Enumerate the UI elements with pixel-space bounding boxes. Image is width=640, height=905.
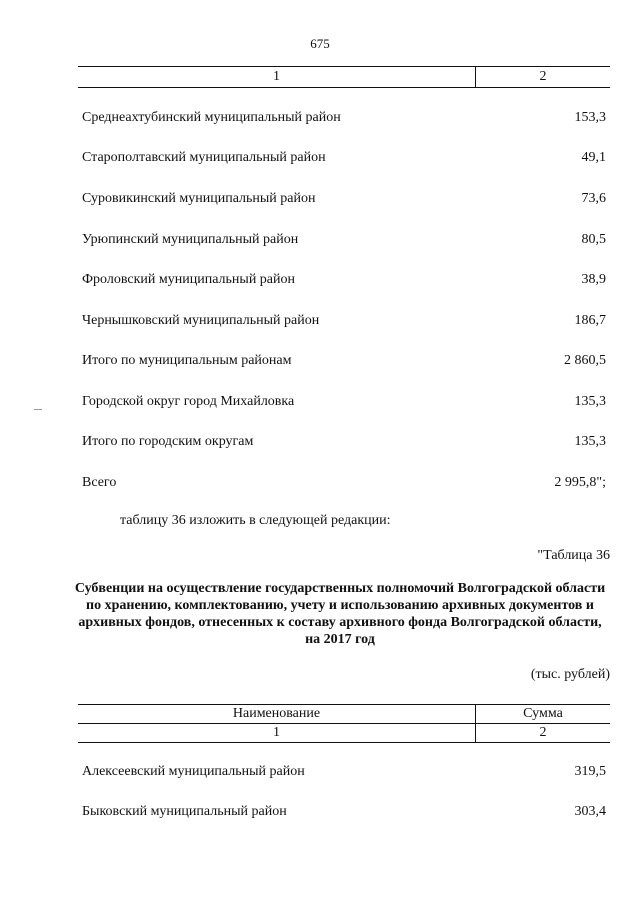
units-label: (тыс. рублей) bbox=[530, 667, 610, 682]
table-row bbox=[82, 763, 606, 781]
column-number-row bbox=[78, 723, 610, 742]
table36-header bbox=[78, 704, 610, 743]
row-name: Старополтавский муниципальный район bbox=[82, 150, 326, 165]
table-row bbox=[82, 474, 606, 492]
row-name: Городской округ город Михайловка bbox=[82, 394, 295, 409]
row-value: 49,1 bbox=[581, 150, 606, 165]
table-title: Субвенции на осуществление государственных полномочий Волгоградской области по хранению, комплектованию, учету и использованию архивных документов и архивных фондов, отнесенных к составу архивного фонда Волгоградской области, на 2017 год bbox=[74, 581, 606, 647]
header-row bbox=[78, 705, 610, 723]
table-row bbox=[82, 433, 606, 451]
row-value: 38,9 bbox=[581, 272, 606, 287]
row-value: 73,6 bbox=[581, 191, 606, 206]
table-row bbox=[82, 312, 606, 330]
table-label: "Таблица 36 bbox=[537, 548, 610, 563]
instruction-text: таблицу 36 изложить в следующей редакции: bbox=[120, 513, 391, 528]
row-name: Фроловский муниципальный район bbox=[82, 272, 296, 287]
table-row bbox=[82, 231, 606, 249]
table-row bbox=[82, 190, 606, 208]
row-value: 135,3 bbox=[574, 394, 606, 409]
top-table-column-numbers bbox=[78, 66, 610, 88]
table-row bbox=[82, 803, 606, 821]
row-value: 2 860,5 bbox=[564, 353, 606, 368]
row-name: Урюпинский муниципальный район bbox=[82, 232, 299, 247]
table-row bbox=[82, 271, 606, 289]
row-name: Быковский муниципальный район bbox=[82, 804, 287, 819]
row-name: Среднеахтубинский муниципальный район bbox=[82, 110, 341, 125]
row-value: 80,5 bbox=[581, 232, 606, 247]
row-name: Итого по муниципальным районам bbox=[82, 353, 292, 368]
table-row bbox=[82, 149, 606, 167]
margin-mark bbox=[34, 409, 42, 410]
column-number-2: 2 bbox=[539, 725, 547, 740]
row-value: 303,4 bbox=[574, 804, 606, 819]
header-sum: Сумма bbox=[523, 706, 563, 721]
table-row bbox=[82, 109, 606, 127]
row-name: Всего bbox=[82, 475, 117, 490]
header-name: Наименование bbox=[78, 705, 476, 723]
column-number-2: 2 bbox=[539, 69, 547, 84]
row-value: 186,7 bbox=[574, 313, 606, 328]
table-row bbox=[82, 352, 606, 370]
column-number-1: 1 bbox=[78, 67, 476, 87]
row-name: Алексеевский муниципальный район bbox=[82, 764, 305, 779]
page-number: 675 bbox=[310, 36, 330, 51]
row-name: Суровикинский муниципальный район bbox=[82, 191, 316, 206]
row-name: Чернышковский муниципальный район bbox=[82, 313, 320, 328]
row-value: 153,3 bbox=[574, 110, 606, 125]
row-name: Итого по городским округам bbox=[82, 434, 254, 449]
row-value: 2 995,8"; bbox=[554, 475, 606, 490]
row-value: 135,3 bbox=[574, 434, 606, 449]
row-value: 319,5 bbox=[574, 764, 606, 779]
column-number-1: 1 bbox=[78, 724, 476, 742]
table-row bbox=[82, 393, 606, 411]
